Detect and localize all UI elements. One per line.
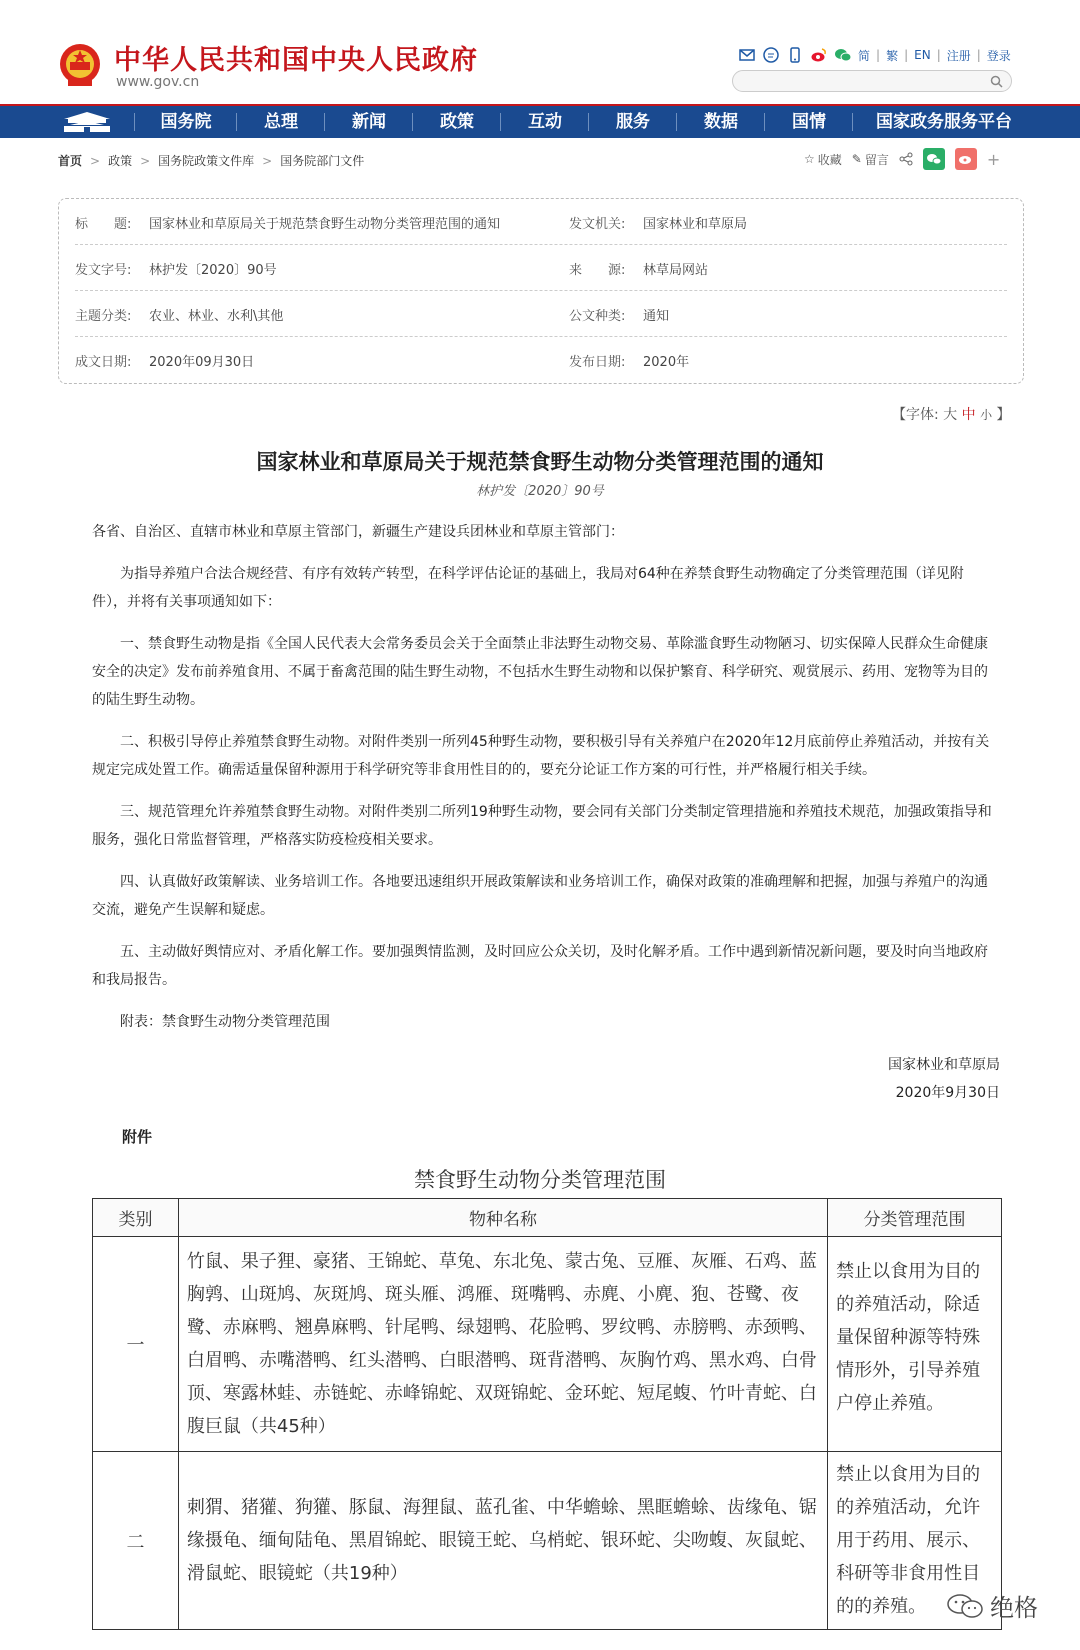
nav-item-data[interactable]: 数据 <box>704 112 738 132</box>
header-toolbar <box>738 44 1011 66</box>
wechat-share-icon[interactable] <box>923 148 945 170</box>
scope-cell: 禁止以食用为目的的养殖活动，允许用于药用、展示、科研等非食用性目的的养殖。 <box>828 1452 1002 1630</box>
table-row <box>93 1452 1002 1630</box>
meta-row <box>75 291 1007 337</box>
pencil-icon: ✎ <box>851 152 862 166</box>
article-paragraph: 四、认真做好政策解读、业务培训工作。各地要迅速组织开展政策解读和业务培训工作，确保对政策的准确理解和把握，加强与养殖户的沟通交流，避免产生误解和疑虑。 <box>92 874 988 918</box>
article-docno: 林护发〔2020〕90号 <box>476 484 604 499</box>
article-title: 国家林业和草原局关于规范禁食野生动物分类管理范围的通知 <box>256 449 824 474</box>
article-paragraph: 三、规范管理允许养殖禁食野生动物。对附件类别二所列19种野生动物，要会同有关部门分类制定管理措施和养殖技术规范，加强政策指导和服务，强化日常监督管理，严格落实防疫检疫相关要求。 <box>92 804 992 848</box>
attachment-table-title: 禁食野生动物分类管理范围 <box>414 1168 666 1192</box>
header-category: 类别 <box>93 1199 179 1237</box>
toolbar-divider: | <box>876 48 881 62</box>
nav-divider <box>324 113 325 131</box>
meta-topic-value: 农业、林业、水利\其他 <box>149 309 284 324</box>
site-title[interactable]: 中华人民共和国中央人民政府 <box>114 45 478 76</box>
breadcrumb <box>58 152 364 169</box>
nav-item-news[interactable]: 新闻 <box>352 112 386 132</box>
toolbar-divider: | <box>904 48 909 62</box>
nav-item-premier[interactable]: 总理 <box>264 112 298 132</box>
search-input[interactable] <box>733 72 1011 92</box>
watermark-text: 绝格 <box>990 1594 1038 1622</box>
font-size-control <box>892 404 1011 424</box>
meta-title-label: 标 题: <box>75 217 132 232</box>
meta-row <box>75 245 1007 291</box>
meta-written-label: 成文日期: <box>75 355 132 370</box>
nav-item-interaction[interactable]: 互动 <box>528 112 562 132</box>
species-cell: 刺猬、猪獾、狗獾、豚鼠、海狸鼠、蓝孔雀、中华蟾蜍、黑眶蟾蜍、齿缘龟、锯缘摄龟、缅甸陆龟、黑眉锦蛇、眼镜王蛇、乌梢蛇、银环蛇、尖吻蝮、灰鼠蛇、滑鼠蛇、眼镜蛇（共19种） <box>178 1452 827 1630</box>
table-header-row <box>93 1199 1002 1237</box>
appendix-note: 附表：禁食野生动物分类管理范围 <box>120 1014 330 1030</box>
breadcrumb-policy-library[interactable]: 国务院政策文件库 <box>158 154 255 168</box>
font-large-button[interactable]: 大 <box>943 407 958 423</box>
national-emblem-icon <box>58 42 102 88</box>
lang-traditional-link[interactable]: 繁 <box>886 48 899 63</box>
font-small-button[interactable]: 小 <box>980 408 993 422</box>
meta-type-value: 通知 <box>643 309 670 324</box>
header-species: 物种名称 <box>178 1199 827 1237</box>
more-share-icon[interactable]: + <box>986 149 1001 169</box>
weibo-share-icon[interactable] <box>955 148 977 170</box>
register-link[interactable]: 注册 <box>946 48 971 63</box>
meta-published-label: 发布日期: <box>569 355 626 370</box>
nav-divider <box>764 113 765 131</box>
font-control-suffix: 】 <box>996 407 1011 423</box>
meta-written-value: 2020年09月30日 <box>149 355 255 370</box>
mail-icon[interactable] <box>738 46 756 64</box>
nav-divider <box>676 113 677 131</box>
article-paragraph: 二、积极引导停止养殖禁食野生动物。对附件类别一所列45种野生动物，要积极引导有关养殖户在2020年12月底前停止养殖活动，并按有关规定完成处置工作。确需适量保留种源用于科学研究等非食用性目的的，要充分论证工作方案的可行性，并严格履行相关手续。 <box>92 734 990 778</box>
meta-source-value: 林草局网站 <box>643 263 709 278</box>
site-domain: www.gov.cn <box>116 74 200 90</box>
breadcrumb-separator: > <box>140 153 151 168</box>
breadcrumb-home[interactable]: 首页 <box>58 154 83 168</box>
category-cell: 一 <box>93 1237 179 1452</box>
favorite-button[interactable] <box>804 151 842 168</box>
meta-topic-label: 主题分类: <box>75 309 132 324</box>
star-icon: ☆ <box>804 152 815 166</box>
breadcrumb-separator: > <box>90 153 101 168</box>
meta-source-label: 来 源: <box>569 263 626 278</box>
nav-divider <box>236 113 237 131</box>
meta-published-value: 2020年 <box>643 355 690 370</box>
comment-label: 留言 <box>864 152 889 167</box>
article-paragraph: 五、主动做好舆情应对、矛盾化解工作。要加强舆情监测，及时回应公众关切，及时化解矛盾。工作中遇到新情况新问题，要及时向当地政府和我局报告。 <box>92 944 988 988</box>
nav-item-state-council[interactable]: 国务院 <box>160 112 212 132</box>
meta-issuer-label: 发文机关: <box>569 217 626 232</box>
attachment-label: 附件 <box>122 1128 153 1146</box>
toolbar-divider: | <box>936 48 941 62</box>
site-header <box>0 0 1080 104</box>
category-cell: 二 <box>93 1452 179 1630</box>
nav-item-services[interactable]: 服务 <box>616 112 650 132</box>
species-cell: 竹鼠、果子狸、豪猪、王锦蛇、草兔、东北兔、蒙古兔、豆雁、灰雁、石鸡、蓝胸鹑、山斑鸠、灰斑鸠、斑头雁、鸿雁、斑嘴鸭、赤麂、小麂、狍、苍鹭、夜鹭、赤麻鸭、翘鼻麻鸭、针尾鸭、绿翅鸭、花脸鸭、罗纹鸭、赤膀鸭、赤颈鸭、白眉鸭、赤嘴潜鸭、红头潜鸭、白眼潜鸭、斑背潜鸭、灰胸竹鸡、黑水鸡、白骨顶、寒露林蛙、赤链蛇、赤峰锦蛇、双斑锦蛇、金环蛇、短尾蝮、竹叶青蛇、白腹巨鼠（共45种） <box>178 1237 827 1452</box>
nav-divider <box>500 113 501 131</box>
chat-icon[interactable] <box>762 46 780 64</box>
lang-simplified-link[interactable]: 简 <box>858 48 871 63</box>
font-control-prefix: 【字体: <box>892 407 939 423</box>
table-row <box>93 1237 1002 1452</box>
meta-docno-value: 林护发〔2020〕90号 <box>149 263 277 278</box>
species-table <box>92 1198 1002 1630</box>
watermark <box>946 1588 1038 1623</box>
share-icon[interactable] <box>899 152 913 166</box>
mobile-icon[interactable] <box>786 46 804 64</box>
nav-divider <box>588 113 589 131</box>
font-medium-button[interactable]: 中 <box>961 407 976 423</box>
meta-docno-label: 发文字号: <box>75 263 132 278</box>
wechat-icon[interactable] <box>834 46 852 64</box>
lang-english-link[interactable]: EN <box>914 48 931 62</box>
toolbar-divider: | <box>976 48 981 62</box>
breadcrumb-separator: > <box>262 153 273 168</box>
header-scope: 分类管理范围 <box>828 1199 1002 1237</box>
breadcrumb-department-docs[interactable]: 国务院部门文件 <box>280 154 365 168</box>
nav-item-service-platform[interactable]: 国家政务服务平台 <box>876 112 1012 132</box>
main-nav <box>0 104 1080 138</box>
sign-date: 2020年9月30日 <box>895 1085 1000 1101</box>
login-link[interactable]: 登录 <box>986 48 1011 63</box>
article-paragraph: 一、禁食野生动物是指《全国人民代表大会常务委员会关于全面禁止非法野生动物交易、革除滥食野生动物陋习、切实保障人民群众生命健康安全的决定》发布前养殖食用、不属于畜禽范围的陆生野生动物，不包括水生野生动物和以保护繁育、科学研究、观赏展示、药用、宠物等为目的的陆生野生动物。 <box>92 636 988 708</box>
signer: 国家林业和草原局 <box>888 1057 1000 1073</box>
search-box <box>732 70 1012 92</box>
tiananmen-icon[interactable] <box>58 109 116 135</box>
weibo-icon[interactable] <box>810 46 828 64</box>
meta-issuer-value: 国家林业和草原局 <box>643 217 748 232</box>
meta-row <box>75 337 1007 383</box>
document-metadata <box>58 198 1024 384</box>
article-paragraph: 为指导养殖户合法合规经营、有序有效转产转型，在科学评估论证的基础上，我局对64种在养禁食野生动物确定了分类管理范围（详见附件），并将有关事项通知如下： <box>92 566 964 610</box>
nav-item-policy[interactable]: 政策 <box>440 112 474 132</box>
share-bar <box>804 148 1000 170</box>
scope-cell: 禁止以食用为目的的养殖活动，除适量保留种源等特殊情形外，引导养殖户停止养殖。 <box>828 1237 1002 1452</box>
breadcrumb-policy[interactable]: 政策 <box>108 154 133 168</box>
nav-item-national-info[interactable]: 国情 <box>792 112 826 132</box>
nav-divider <box>852 113 853 131</box>
search-icon[interactable] <box>990 75 1003 88</box>
meta-title-value: 国家林业和草原局关于规范禁食野生动物分类管理范围的通知 <box>149 217 501 232</box>
meta-type-label: 公文种类: <box>569 309 626 324</box>
comment-button[interactable] <box>852 151 889 168</box>
nav-divider <box>134 113 135 131</box>
wechat-watermark-icon <box>946 1592 986 1620</box>
meta-row <box>75 199 1007 245</box>
nav-divider <box>412 113 413 131</box>
article-salutation: 各省、自治区、直辖市林业和草原主管部门，新疆生产建设兵团林业和草原主管部门： <box>92 524 624 540</box>
favorite-label: 收藏 <box>817 152 842 167</box>
